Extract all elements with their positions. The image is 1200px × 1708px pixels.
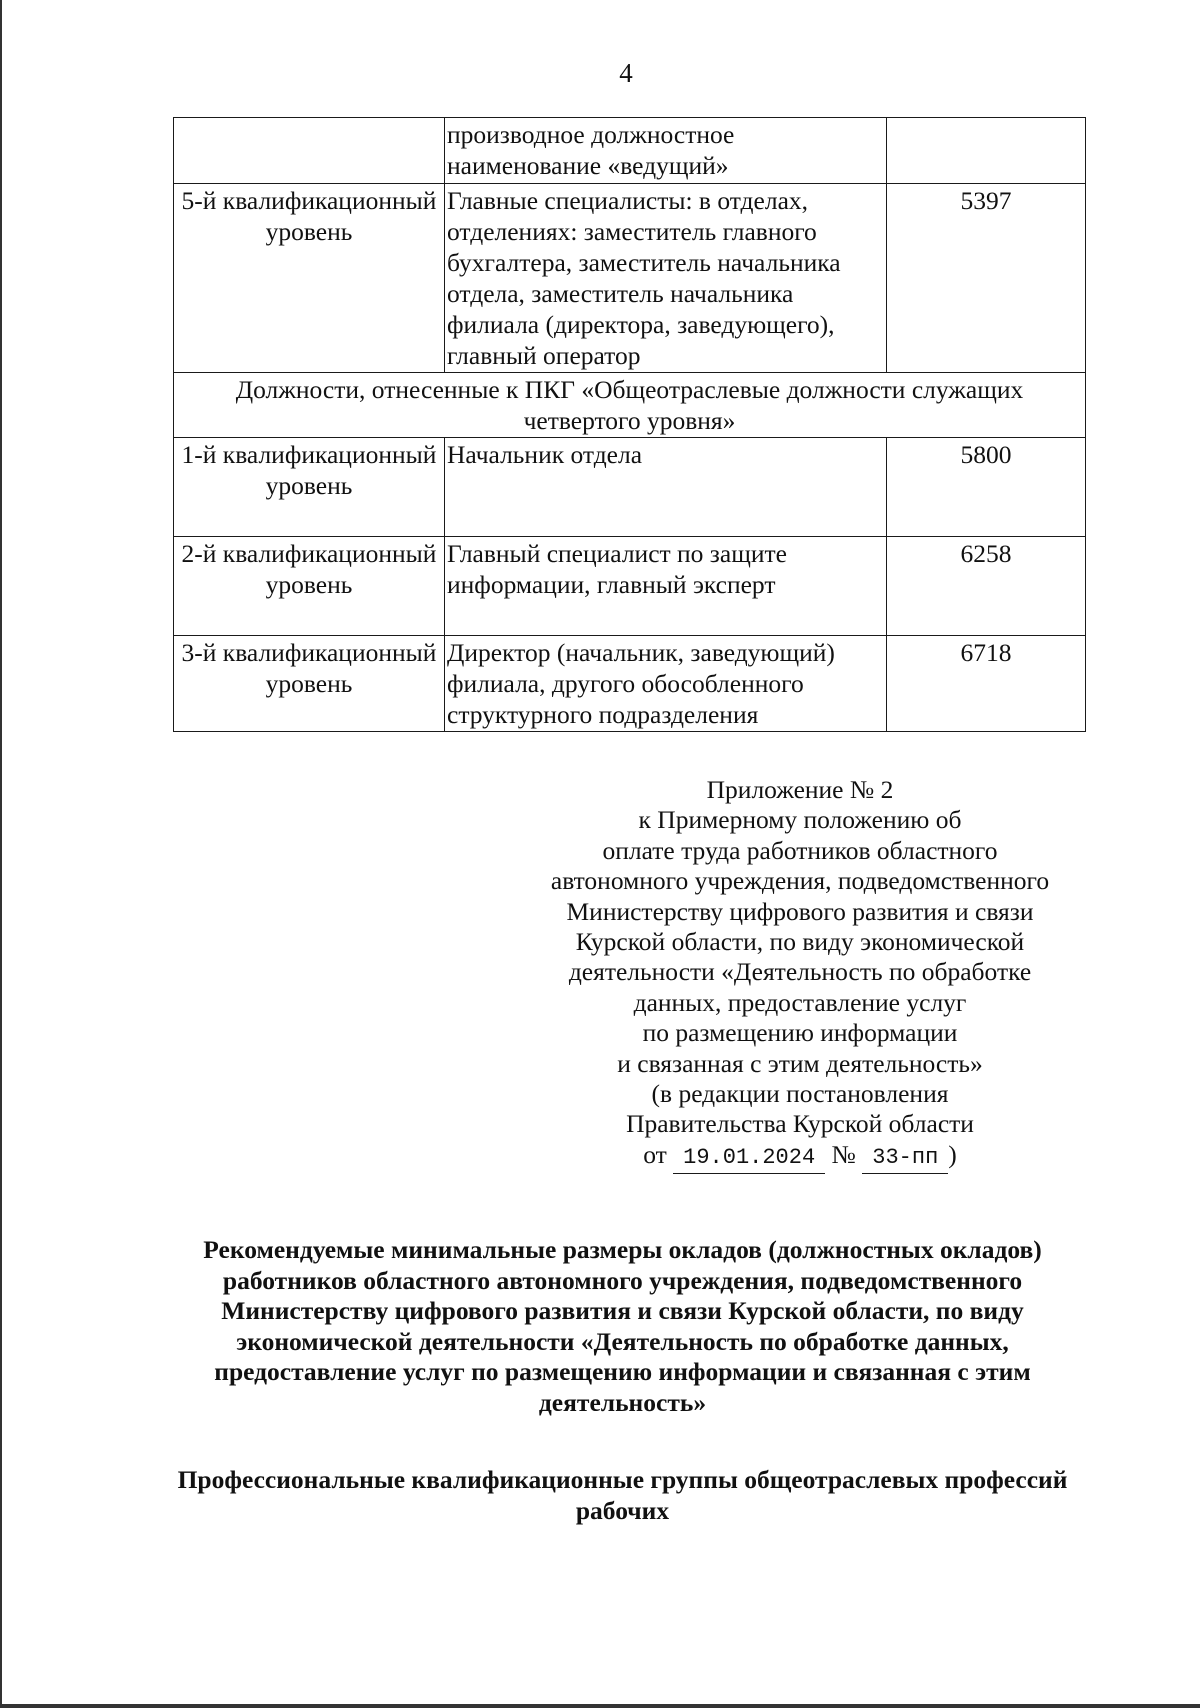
positions-cell: Главный специалист по защите информации, главный эксперт — [445, 537, 887, 636]
appendix-line: Правительства Курской области — [626, 1109, 974, 1139]
qualification-level-cell: 1-й квалификационный уровень — [174, 438, 445, 537]
appendix-header — [510, 775, 1090, 1174]
appendix-line: Курской области, по виду экономической — [575, 927, 1025, 957]
salary-cell: 6258 — [887, 537, 1086, 636]
qualification-level-cell — [174, 118, 445, 184]
table-row — [174, 184, 1086, 373]
from-label: от — [643, 1139, 667, 1169]
table-row — [174, 537, 1086, 636]
positions-cell: Главные специалисты: в отделах, отделениях: заместитель главного бухгалтера, заместитель начальника отдела, заместитель начальника филиала (директора, заведующего), главный оператор — [445, 184, 887, 373]
closing-paren: ) — [948, 1139, 957, 1169]
scan-edge — [0, 0, 2, 1708]
table-row — [174, 438, 1086, 537]
qualification-level-cell: 3-й квалификационный уровень — [174, 636, 445, 732]
page-number: 4 — [619, 58, 633, 88]
section-title: Профессиональные квалификационные группы общеотраслевых профессий рабочих — [177, 1465, 1068, 1525]
salary-cell: 5397 — [887, 184, 1086, 373]
decree-date: 19.01.2024 — [673, 1143, 825, 1174]
qualification-level-cell: 2-й квалификационный уровень — [174, 537, 445, 636]
appendix-line: Министерству цифрового развития и связи — [566, 896, 1034, 926]
decree-number: 33-пп — [862, 1143, 948, 1174]
number-label: № — [831, 1139, 856, 1169]
positions-cell: Директор (начальник, заведующий) филиала, другого обособленного структурного подразделения — [445, 636, 887, 732]
salary-cell: 5800 — [887, 438, 1086, 537]
appendix-line: деятельности «Деятельность по обработке — [568, 957, 1032, 987]
group-header: Должности, отнесенные к ПКГ «Общеотраслевые должности служащих четвертого уровня» — [174, 373, 1086, 438]
salary-cell: 6718 — [887, 636, 1086, 732]
positions-cell: производное должностное наименование «ведущий» — [445, 118, 887, 184]
table-row — [174, 118, 1086, 184]
group-header-row — [174, 373, 1086, 438]
appendix-line: к Примерному положению об — [638, 805, 962, 835]
appendix-line: оплате труда работников областного — [602, 835, 998, 865]
positions-cell: Начальник отдела — [445, 438, 887, 537]
appendix-line: данных, предоставление услуг — [633, 987, 967, 1017]
appendix-line: автономного учреждения, подведомственного — [550, 866, 1050, 896]
salary-table — [173, 117, 1086, 732]
scan-edge — [0, 1704, 1200, 1708]
decree-reference — [510, 1140, 1090, 1174]
table-row — [174, 636, 1086, 732]
appendix-line: и связанная с этим деятельность» — [617, 1048, 983, 1078]
appendix-line: по размещению информации — [642, 1018, 958, 1048]
document-title: Рекомендуемые минимальные размеры окладов (должностных окладов) работников областного автономного учреждения, подведомственного Министерству цифрового развития и связи Курской области, по виду экономической деятельности «Деятельность по обработке данных, предоставление услуг по размещению информации и связанная с этим деятельность» — [203, 1235, 1042, 1417]
salary-cell — [887, 118, 1086, 184]
appendix-line: (в редакции постановления — [651, 1079, 949, 1109]
qualification-level-cell: 5-й квалификационный уровень — [174, 184, 445, 373]
appendix-line: Приложение № 2 — [706, 775, 894, 804]
